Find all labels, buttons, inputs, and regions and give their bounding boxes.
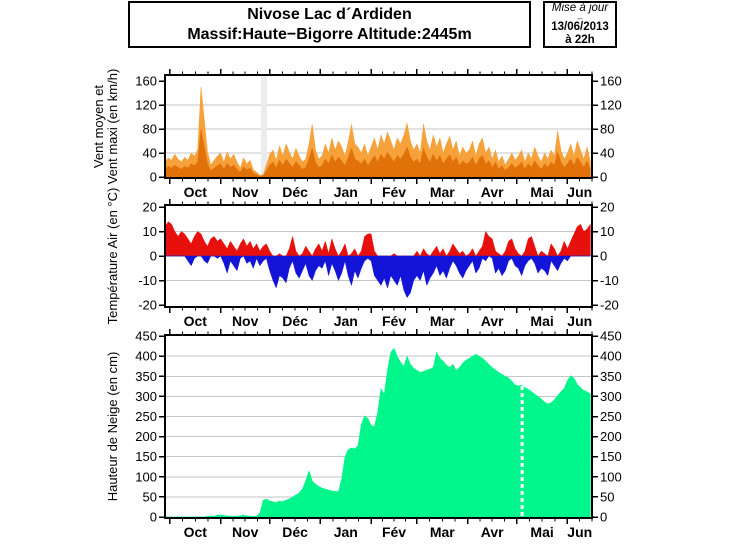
svg-text:160: 160 — [600, 73, 622, 89]
svg-text:120: 120 — [600, 97, 622, 113]
svg-text:Température Air (en °C): Température Air (en °C) — [105, 187, 120, 325]
svg-text:80: 80 — [142, 121, 157, 137]
svg-text:Mai: Mai — [530, 524, 554, 540]
snow-series — [165, 348, 590, 517]
svg-text:Oct: Oct — [183, 313, 207, 329]
svg-text:Fév: Fév — [381, 184, 407, 200]
svg-text:Jan: Jan — [333, 313, 358, 329]
svg-text:Jun: Jun — [567, 313, 593, 329]
svg-text:Fév: Fév — [381, 524, 407, 540]
svg-text:Vent maxi (en km/h): Vent maxi (en km/h) — [105, 68, 120, 185]
svg-text:Hauteur de Neige (en cm): Hauteur de Neige (en cm) — [105, 351, 120, 502]
svg-text:150: 150 — [600, 449, 622, 465]
svg-text:200: 200 — [135, 429, 157, 445]
svg-text:Mai: Mai — [530, 313, 554, 329]
svg-text:40: 40 — [600, 145, 615, 161]
svg-text:100: 100 — [600, 469, 622, 485]
svg-text:-10: -10 — [600, 273, 619, 288]
svg-text:Nov: Nov — [231, 524, 259, 540]
svg-text:50: 50 — [142, 489, 157, 505]
svg-text:-20: -20 — [138, 297, 157, 313]
svg-text:450: 450 — [600, 328, 622, 344]
svg-text:Déc: Déc — [282, 184, 308, 200]
svg-text:0: 0 — [600, 169, 608, 185]
svg-text:Déc: Déc — [282, 313, 308, 329]
svg-text:300: 300 — [135, 388, 157, 404]
temperature-chart — [105, 188, 619, 329]
svg-text:20: 20 — [142, 199, 157, 215]
svg-text:50: 50 — [600, 489, 615, 505]
svg-text:400: 400 — [600, 348, 622, 364]
svg-text:-10: -10 — [138, 273, 157, 288]
svg-text:20: 20 — [600, 199, 615, 215]
svg-text:Avr: Avr — [480, 524, 504, 540]
svg-text:120: 120 — [135, 97, 157, 113]
svg-text:300: 300 — [600, 388, 622, 404]
update-time: à 22h — [565, 34, 595, 46]
svg-text:Oct: Oct — [183, 184, 207, 200]
svg-text:Jun: Jun — [567, 184, 593, 200]
svg-text:150: 150 — [135, 449, 157, 465]
svg-text:Jun: Jun — [567, 524, 593, 540]
snow-chart — [105, 329, 622, 540]
svg-text:200: 200 — [600, 429, 622, 445]
svg-text:Vent moyen et: Vent moyen et — [91, 84, 106, 169]
svg-text:Fév: Fév — [381, 313, 407, 329]
update-separator: – — [577, 13, 583, 23]
wind-chart — [91, 69, 622, 200]
svg-text:Nov: Nov — [231, 313, 259, 329]
svg-text:Mai: Mai — [530, 184, 554, 200]
svg-text:Mar: Mar — [429, 524, 455, 540]
update-box — [543, 1, 617, 48]
station-title-box — [128, 1, 531, 48]
svg-text:250: 250 — [135, 409, 157, 424]
temperature-series — [165, 256, 590, 298]
svg-text:10: 10 — [142, 224, 157, 239]
svg-text:350: 350 — [135, 368, 157, 384]
svg-text:350: 350 — [600, 368, 622, 384]
svg-text:0: 0 — [149, 509, 157, 525]
svg-text:Mar: Mar — [429, 313, 455, 329]
svg-text:80: 80 — [600, 121, 615, 137]
station-name: Nivose Lac d´Ardiden — [247, 5, 412, 23]
update-date: 13/06/2013 — [551, 21, 609, 33]
svg-text:Avr: Avr — [480, 184, 504, 200]
svg-text:10: 10 — [600, 224, 615, 239]
svg-text:0: 0 — [149, 248, 157, 264]
svg-text:-20: -20 — [600, 297, 619, 313]
station-massif-altitude: Massif:Haute−Bigorre Altitude:2445m — [187, 25, 472, 43]
svg-text:Jan: Jan — [333, 184, 358, 200]
svg-text:Mar: Mar — [429, 184, 455, 200]
svg-text:0: 0 — [600, 509, 608, 525]
svg-text:Nov: Nov — [231, 184, 259, 200]
svg-text:40: 40 — [142, 145, 157, 161]
temperature-series — [165, 222, 590, 256]
svg-text:Déc: Déc — [282, 524, 308, 540]
svg-text:0: 0 — [600, 248, 608, 264]
svg-text:250: 250 — [600, 409, 622, 424]
svg-text:160: 160 — [135, 73, 157, 89]
svg-text:450: 450 — [135, 328, 157, 344]
update-label: Mise à jour — [551, 2, 609, 14]
svg-text:0: 0 — [149, 169, 157, 185]
svg-text:Jan: Jan — [333, 524, 358, 540]
svg-text:400: 400 — [135, 348, 157, 364]
svg-text:100: 100 — [135, 469, 157, 485]
svg-text:Avr: Avr — [480, 313, 504, 329]
svg-text:Oct: Oct — [183, 524, 207, 540]
